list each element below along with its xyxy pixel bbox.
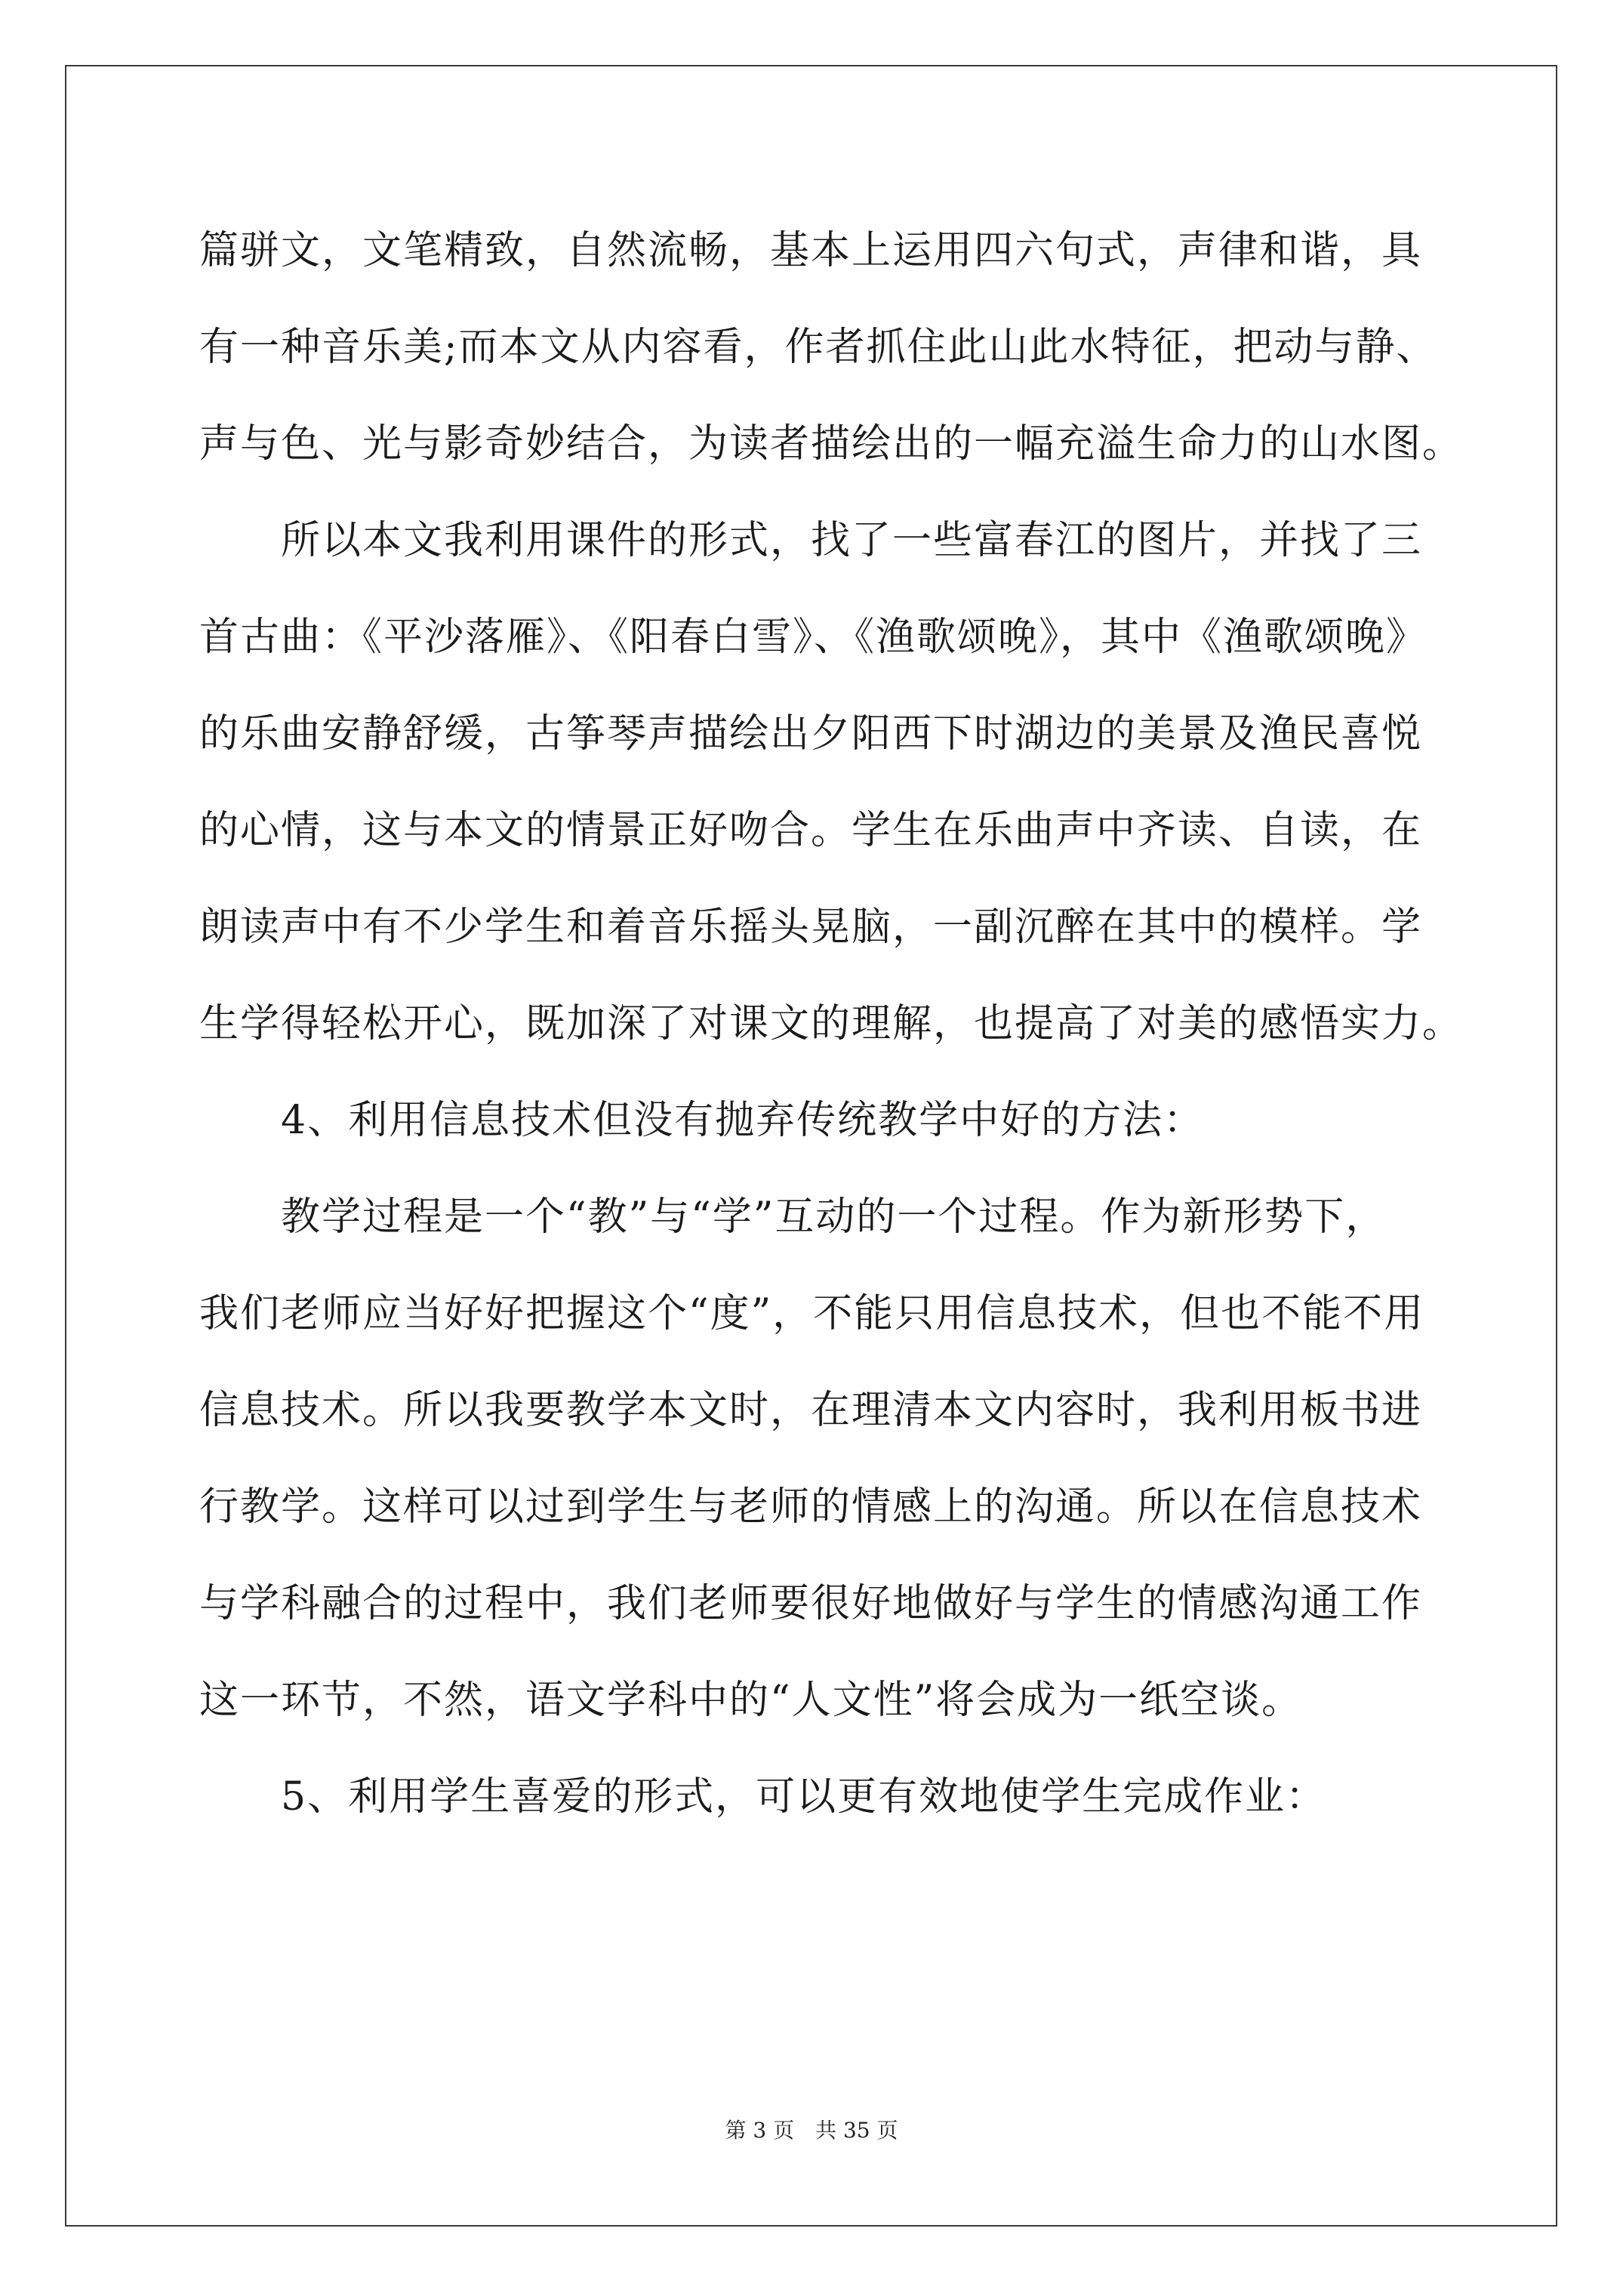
text-line-13: 信息技术。所以我要教学本文时，在理清本文内容时，我利用板书进 xyxy=(199,1388,1423,1433)
text-line-8: 朗读声中有不少学生和着音乐摇头晃脑，一副沉醉在其中的模样。学 xyxy=(199,905,1423,950)
text-line-16: 这一环节，不然，语文学科中的“人文性”将会成为一纸空谈。 xyxy=(199,1678,1303,1723)
text-line-1: 篇骈文，文笔精致，自然流畅，基本上运用四六句式，声律和谐，具 xyxy=(199,228,1423,273)
text-line-6: 的乐曲安静舒缓，古筝琴声描绘出夕阳西下时湖边的美景及渔民喜悦 xyxy=(199,711,1423,757)
text-line-9: 生学得轻松开心，既加深了对课文的理解，也提高了对美的感悟实力。 xyxy=(199,1001,1464,1046)
text-line-12: 我们老师应当好好把握这个“度”，不能只用信息技术，但也不能不用 xyxy=(199,1291,1425,1336)
text-line-4: 所以本文我利用课件的形式，找了一些富春江的图片，并找了三 xyxy=(281,518,1423,563)
text-line-15: 与学科融合的过程中，我们老师要很好地做好与学生的情感沟通工作 xyxy=(199,1581,1423,1626)
text-line-2: 有一种音乐美;而本文从内容看，作者抓住此山此水特征，把动与静、 xyxy=(199,325,1437,370)
text-line-14: 行教学。这样可以过到学生与老师的情感上的沟通。所以在信息技术 xyxy=(199,1484,1423,1530)
text-line-17: 5、利用学生喜爱的形式，可以更有效地使学生完成作业： xyxy=(281,1774,1327,1820)
text-line-7: 的心情，这与本文的情景正好吻合。学生在乐曲声中齐读、自读，在 xyxy=(199,808,1423,853)
text-line-3: 声与色、光与影奇妙结合，为读者描绘出的一幅充溢生命力的山水图。 xyxy=(199,421,1464,467)
text-line-5: 首古曲：《平沙落雁》、《阳春白雪》、《渔歌颂晚》，其中《渔歌颂晚》 xyxy=(199,615,1427,660)
page-footer: 第 3 页 共 35 页 xyxy=(725,2118,898,2143)
text-line-10: 4、利用信息技术但没有抛弃传统教学中好的方法： xyxy=(281,1098,1205,1143)
text-line-11: 教学过程是一个“教”与“学”互动的一个过程。作为新形势下， xyxy=(281,1194,1387,1240)
